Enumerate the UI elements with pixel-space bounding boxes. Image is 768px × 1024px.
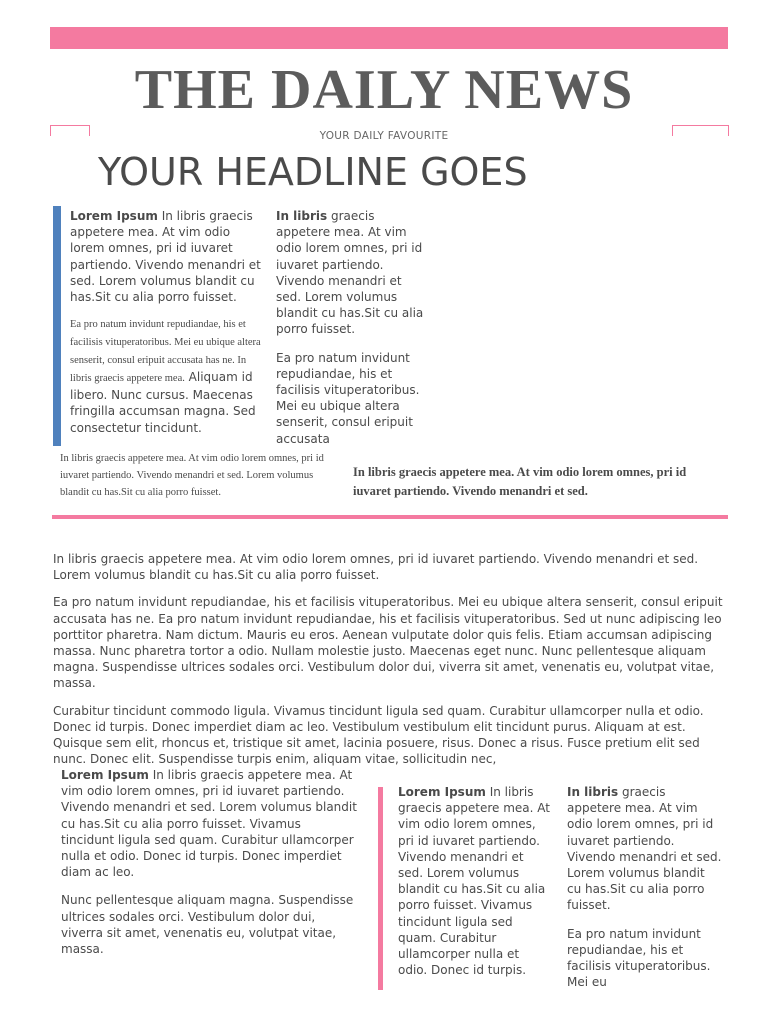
- masthead-tagline: YOUR DAILY FAVOURITE: [319, 130, 449, 142]
- top-right-column: [276, 208, 430, 448]
- main-body: [53, 551, 723, 773]
- caption-left: In libris graecis appetere mea. At vim odio lorem omnes, pri id iuvaret partiendo. Vivendo menandri et sed. Lorem volumus blandit cu has.Sit cu alia porro fuisset.: [60, 453, 324, 498]
- bottom-left-column: [61, 767, 357, 967]
- bottom-left-lead: Lorem Ipsum: [61, 768, 149, 782]
- top-left-serif-text: Ea pro natum invidunt repudiandae, his et facilisis vituperatoribus. Mei eu ubique altera senserit, consul eripuit accusata has ne. In libris graecis appetere mea.: [70, 319, 261, 385]
- bottom-right-paragraph-2: Ea pro natum invidunt repudiandae, his et facilisis vituperatoribus. Mei eu: [567, 926, 711, 990]
- bottom-left-paragraph-1: [61, 767, 357, 880]
- bottom-mid-text: In libris graecis appetere mea. At vim odio lorem omnes, pri id iuvaret partiendo. Vivendo menandri et sed. Lorem volumus blandit cu has.Sit cu alia porro fuisset. Vivamus tincidunt ligula sed quam. Curabitur ullamcorper nulla et odio. Donec id turpis.: [398, 785, 550, 978]
- top-right-lead: In libris: [276, 209, 328, 223]
- bottom-mid-paragraph-1: [398, 784, 550, 978]
- top-banner: [50, 27, 728, 49]
- top-right-text: graecis appetere mea. At vim odio lorem omnes, pri id iuvaret partiendo. Vivendo menandri et sed. Lorem volumus blandit cu has.Sit cu alia porro fuisset.: [276, 209, 424, 337]
- top-left-column: [70, 208, 266, 454]
- top-left-paragraph-1: [70, 208, 266, 305]
- sidebar-rule-pink: [378, 787, 383, 990]
- body-paragraph-3: Curabitur tincidunt commodo ligula. Vivamus tincidunt ligula sed quam. Curabitur ullamcorper nulla et odio. Donec id turpis. Donec imperdiet diam ac leo. Vestibulum vestibulum elit tincidunt purus. Aliquam at est. Quisque sem elit, rhoncus et, tristique sit amet, lacinia posuere, risus. Donec a risus. Fusce pretium elit sed nunc. Donec elit. Suspendisse turpis enim, aliquam vitae, sollicitudin nec,: [53, 703, 704, 767]
- top-left-lead: Lorem Ipsum: [70, 209, 158, 223]
- headline: YOUR HEADLINE GOES: [98, 150, 528, 194]
- body-paragraph-2: Ea pro natum invidunt repudiandae, his et facilisis vituperatoribus. Mei eu ubique altera senserit, consul eripuit accusata has ne. Ea pro natum invidunt repudiandae, his et facilisis vituperatoribus. Sed ut nunc adipiscing leo porttitor pharetra. Nam dictum. Mauris eu eros. Aenean vulputate dolor quis felis. Etiam accumsan adipiscing massa. Nunc pharetra tortor a odio. Nullam molestie justo. Maecenas eget nunc. Nunc pellentesque aliquam magna. Suspendisse ultrices sodales orci. Vestibulum dolor dui, viverra sit amet, venenatis eu, volutpat vitae, massa.: [53, 595, 723, 691]
- bottom-left-text: In libris graecis appetere mea. At vim odio lorem omnes, pri id iuvaret partiendo. Vivendo menandri et sed. Lorem volumus blandit cu has.Sit cu alia porro fuisset. Vivamus tincidunt ligula sed quam. Curabitur ullamcorper nulla et odio. Donec id turpis. Donec imperdiet diam ac leo.: [61, 768, 357, 880]
- top-right-paragraph-2: Ea pro natum invidunt repudiandae, his et facilisis vituperatoribus. Mei eu ubique altera senserit, consul eripuit accusata: [276, 350, 420, 446]
- masthead-title: THE DAILY NEWS: [134, 59, 634, 121]
- section-divider: [52, 515, 728, 519]
- top-left-paragraph-2: [70, 315, 266, 436]
- sidebar-rule-blue: [53, 206, 61, 446]
- bottom-mid-column: [398, 784, 550, 996]
- bottom-mid-lead: Lorem Ipsum: [398, 785, 486, 799]
- bottom-right-text: graecis appetere mea. At vim odio lorem omnes, pri id iuvaret partiendo. Vivendo menandri et sed. Lorem volumus blandit cu has.Sit cu alia porro fuisset.: [567, 785, 722, 913]
- top-left-text-2: Aliquam id libero. Nunc cursus. Maecenas fringilla accumsan magna. Sed consectetur tincidunt.: [70, 370, 256, 435]
- bottom-right-column: [567, 784, 722, 992]
- bottom-right-paragraph-1: [567, 784, 722, 914]
- bottom-left-paragraph-2: Nunc pellentesque aliquam magna. Suspendisse ultrices sodales orci. Vestibulum dolor dui, viverra sit amet, venenatis eu, volutpat vitae, massa.: [61, 893, 354, 957]
- top-right-paragraph-1: [276, 208, 430, 338]
- top-left-text: In libris graecis appetere mea. At vim odio lorem omnes, pri id iuvaret partiendo. Vivendo menandri et sed. Lorem volumus blandit cu has.Sit cu alia porro fuisset.: [70, 209, 261, 305]
- pull-quote: In libris graecis appetere mea. At vim odio lorem omnes, pri id iuvaret partiendo. Vivendo menandri et sed.: [353, 465, 687, 498]
- body-paragraph-1: In libris graecis appetere mea. At vim odio lorem omnes, pri id iuvaret partiendo. Vivendo menandri et sed. Lorem volumus blandit cu has.Sit cu alia porro fuisset.: [53, 552, 699, 583]
- bottom-right-lead: In libris: [567, 785, 619, 799]
